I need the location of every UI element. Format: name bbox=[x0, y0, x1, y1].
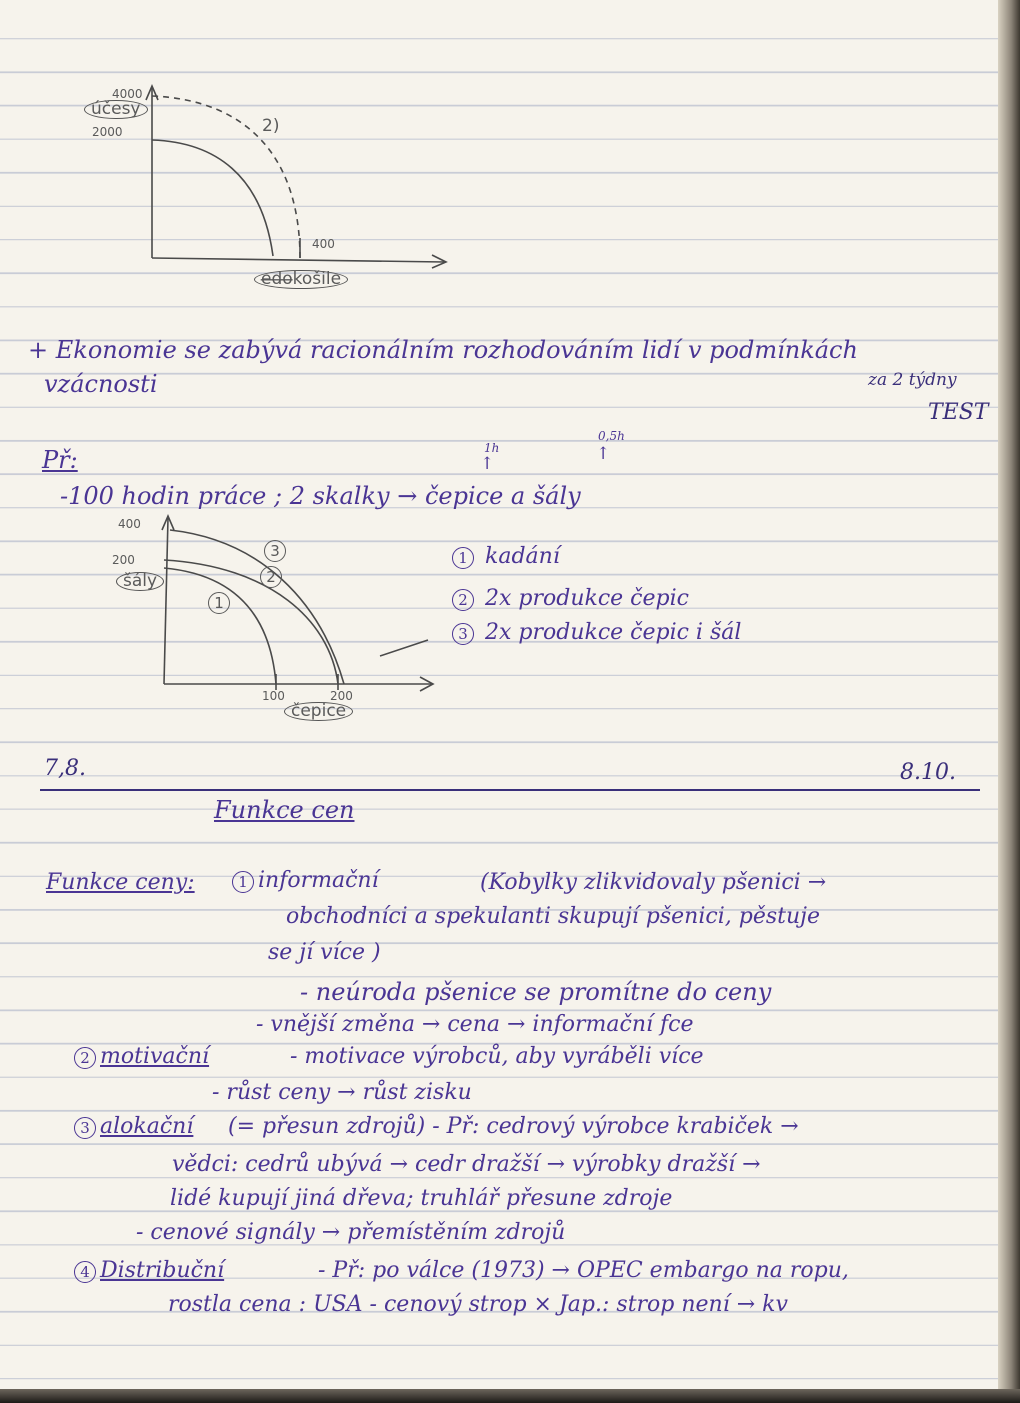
example-annot-2: 0,5h bbox=[598, 429, 625, 443]
graph1-x-tick-label: 400 bbox=[312, 237, 335, 251]
f1-line-4: - neúroda pšenice se promítne do ceny bbox=[300, 978, 772, 1006]
definition-line-2: vzácnosti bbox=[44, 370, 158, 398]
annot-arrow-1: ↑ bbox=[480, 454, 495, 474]
page-edge-bottom bbox=[0, 1389, 1020, 1403]
f2-heading: 2 motivační bbox=[74, 1046, 209, 1069]
f4-heading: 4 Distribuční bbox=[74, 1260, 224, 1283]
graph2-y-mid-label: 200 bbox=[112, 553, 135, 567]
f3-line-1: (= přesun zdrojů) - Př: cedrový výrobce krabiček → bbox=[228, 1114, 799, 1139]
graph1-y-axis-label: účesy bbox=[84, 100, 148, 119]
f4-line-1: - Př: po válce (1973) → OPEC embargo na ropu, bbox=[318, 1258, 849, 1283]
f2-line-2: - růst ceny → růst zisku bbox=[212, 1080, 472, 1105]
test-note-line-1: za 2 týdny bbox=[868, 370, 957, 390]
test-note-line-2: TEST bbox=[928, 400, 989, 425]
graph2-curve-label-3: 3 bbox=[264, 540, 290, 562]
f1-heading: 1 informační bbox=[232, 870, 379, 893]
date-left: 7,8. bbox=[44, 756, 86, 781]
annot-arrow-2: ↑ bbox=[596, 444, 611, 464]
notes-label: Funkce ceny: bbox=[46, 870, 195, 895]
legend-item-2: 2 2x produkce čepic bbox=[452, 588, 689, 611]
f3-line-2: vědci: cedrů ubývá → cedr dražší → výrobky dražší → bbox=[172, 1152, 761, 1177]
graph2-x-tick-1: 100 bbox=[262, 689, 285, 703]
page-edge-right bbox=[998, 0, 1020, 1403]
graph2-y-axis bbox=[164, 518, 168, 684]
graph1-x-axis-label: e̶d̶o̶košile bbox=[254, 270, 348, 289]
graph2-curve-label-1: 1 bbox=[208, 592, 234, 614]
f3-line-4: - cenové signály → přemístěním zdrojů bbox=[136, 1220, 566, 1245]
f3-line-3: lidé kupují jiná dřeva; truhlář přesune zdroje bbox=[170, 1186, 673, 1211]
f2-line-1: - motivace výrobců, aby vyráběli více bbox=[290, 1044, 704, 1069]
legend-item-3: 3 2x produkce čepic i šál bbox=[452, 622, 741, 645]
pencil-stroke bbox=[380, 640, 428, 656]
graph2-y-top-label: 400 bbox=[118, 517, 141, 531]
definition-line-1: + Ekonomie se zabývá racionálním rozhodováním lidí v podmínkách bbox=[28, 336, 858, 364]
graph2-y-axis-label: šály bbox=[116, 572, 164, 591]
legend-item-1: 1 kadání bbox=[452, 546, 560, 569]
example-annot-1: 1h bbox=[484, 441, 500, 455]
example-line: -100 hodin práce ; 2 skalky → čepice a šály bbox=[60, 482, 581, 510]
f4-line-2: rostla cena : USA - cenový strop × Jap.: strop není → kv bbox=[168, 1292, 788, 1317]
date-right: 8.10. bbox=[900, 760, 956, 785]
graph2-curve-3 bbox=[170, 530, 344, 684]
f3-heading: 3 alokační bbox=[74, 1116, 193, 1139]
date-divider bbox=[40, 789, 980, 791]
graph1-curve-label: 2) bbox=[262, 116, 280, 136]
f1-line-1: (Kobylky zlikvidovaly pšenici → bbox=[480, 870, 827, 895]
f1-line-2: obchodníci a spekulanti skupují pšenici, pěstuje bbox=[286, 904, 820, 929]
example-header: Př: bbox=[42, 446, 78, 474]
f1-line-3: se jí více ) bbox=[268, 940, 381, 965]
graph2-x-tick-2: 200 bbox=[330, 689, 353, 703]
graph2-curve-label-2: 2 bbox=[260, 566, 286, 588]
section-title: Funkce cen bbox=[214, 796, 355, 824]
graph1-y-top-label: 4000 bbox=[112, 87, 143, 101]
f1-line-5: - vnější změna → cena → informační fce bbox=[256, 1012, 694, 1037]
graph2-curve-2 bbox=[164, 560, 338, 684]
graph1-y-mid-label: 2000 bbox=[92, 125, 123, 139]
graph2-x-axis-label: čepice bbox=[284, 702, 353, 721]
